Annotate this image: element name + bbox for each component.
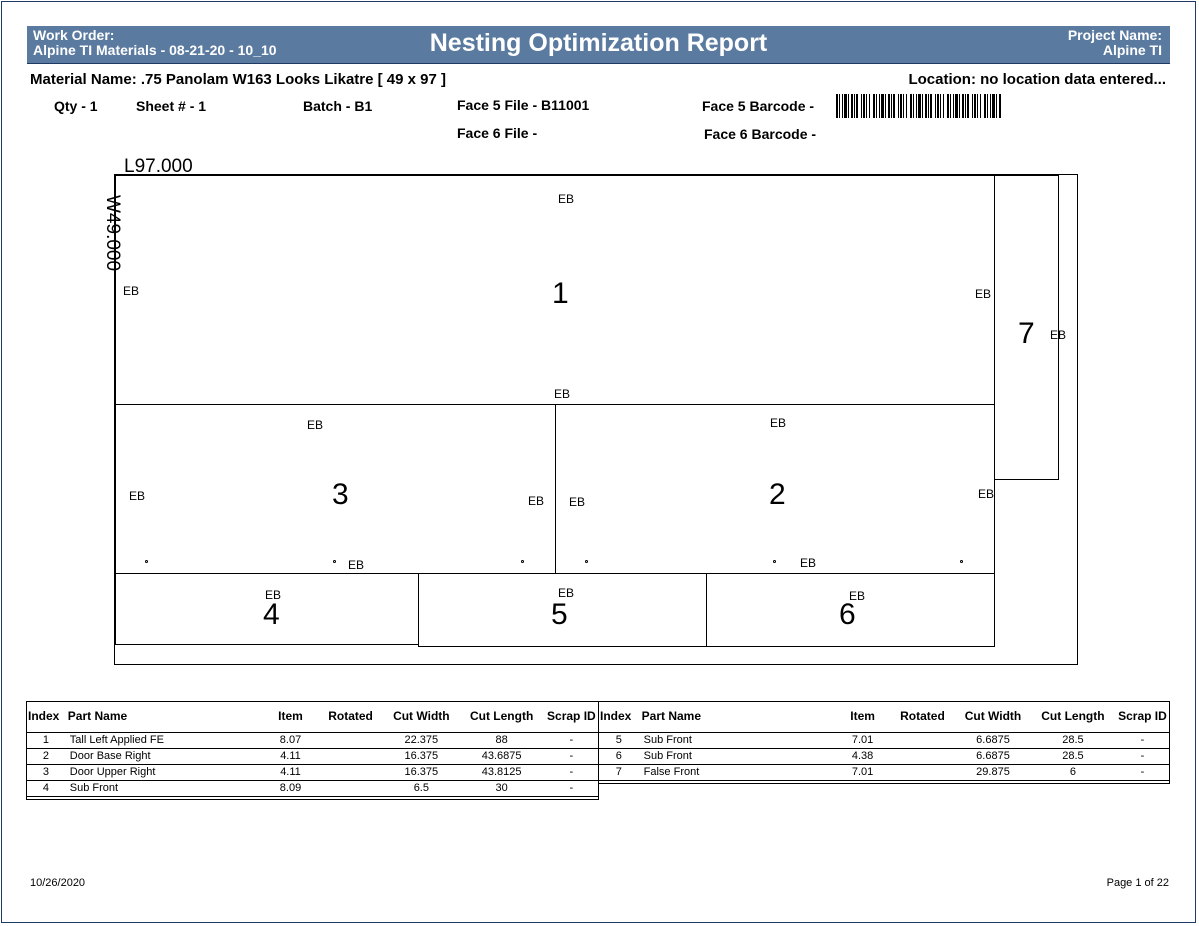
edgeband-label: EB (978, 487, 995, 501)
face5-barcode-label: Face 5 Barcode - (702, 98, 815, 114)
table-row (26, 748, 599, 764)
batch: Batch - B1 (303, 98, 373, 114)
barcode-bar (996, 94, 997, 118)
edgeband-label: EB (348, 558, 365, 572)
cell-cut-length: 43.8125 (481, 766, 522, 778)
cell-cut-length: 43.6875 (481, 750, 522, 762)
cell-scrap-id: - (569, 766, 574, 778)
cell-index: 1 (42, 734, 49, 746)
cell-part-name: Door Upper Right (69, 766, 156, 778)
barcode-bar (885, 94, 886, 118)
edgeband-label: EB (558, 586, 575, 600)
edgeband-label: EB (307, 418, 324, 432)
edgeband-label: EB (528, 494, 545, 508)
edgeband-label: EB (1050, 328, 1067, 342)
work-order-label: Work Order: (33, 27, 115, 43)
drill-mark (521, 560, 524, 563)
cell-cut-length: 28.5 (1062, 750, 1084, 762)
drill-mark (960, 560, 963, 563)
project-value: Alpine TI (1102, 42, 1162, 58)
table-row (26, 780, 599, 796)
part-7-number: 7 (1018, 317, 1035, 350)
barcode-bar (947, 94, 949, 118)
barcode-bar (980, 94, 981, 118)
barcode-bar (836, 94, 838, 118)
cell-scrap-id: - (1140, 734, 1145, 746)
parts-table-right (598, 701, 1170, 781)
drill-mark (333, 560, 336, 563)
col-cut-width: Cut Width (964, 709, 1022, 724)
barcode-bar (888, 94, 890, 118)
cell-cut-length: 28.5 (1062, 734, 1084, 746)
barcode-bar (987, 94, 988, 118)
barcode-bar (851, 94, 853, 118)
barcode-bar (922, 94, 923, 118)
table-row (598, 748, 1170, 764)
page-number: Page 1 of 22 (1106, 877, 1169, 889)
drill-mark (773, 560, 776, 563)
report-date: 10/26/2020 (30, 877, 86, 889)
barcode-bar (999, 94, 1001, 118)
edgeband-label: EB (770, 416, 787, 430)
barcode-image (836, 94, 1004, 118)
edgeband-label: EB (129, 489, 146, 503)
barcode-bar (955, 94, 958, 118)
barcode-bar (937, 94, 939, 118)
cell-rotated (890, 748, 955, 764)
col-scrap-id: Scrap ID (547, 709, 596, 724)
barcode-bar (903, 94, 904, 118)
cell-cut-length: 6 (1069, 766, 1076, 778)
barcode-bar (913, 94, 914, 118)
barcode-bar (930, 94, 932, 118)
cell-item: 4.38 (851, 750, 874, 762)
edgeband-label: EB (265, 588, 282, 602)
cell-part-name: False Front (643, 766, 700, 778)
part-2-number: 2 (769, 478, 786, 511)
cell-cut-width: 6.5 (413, 782, 429, 794)
edgeband-label: EB (554, 387, 571, 401)
col-rotated: Rotated (328, 709, 373, 724)
cell-rotated (318, 732, 383, 748)
location: Location: no location data entered... (908, 71, 1166, 88)
barcode-bar (844, 94, 847, 118)
barcode-bar (950, 94, 951, 118)
table-row (26, 764, 599, 780)
part-6-number: 6 (839, 598, 856, 631)
col-part-name: Part Name (641, 709, 702, 724)
edgeband-label: EB (569, 495, 586, 509)
col-part-name: Part Name (67, 709, 128, 724)
cell-rotated (318, 748, 383, 764)
table-header-row (26, 701, 599, 732)
cell-rotated (890, 764, 955, 780)
cell-part-name: Sub Front (643, 734, 692, 746)
cell-cut-width: 6.6875 (976, 734, 1010, 746)
part-5-number: 5 (551, 598, 568, 631)
barcode-bar (943, 94, 944, 118)
barcode-bar (893, 94, 895, 118)
cell-scrap-id: - (569, 750, 574, 762)
cell-cut-width: 29.875 (976, 766, 1010, 778)
table-row (598, 732, 1170, 748)
cell-part-name: Sub Front (69, 782, 119, 794)
edgeband-label: EB (123, 284, 140, 298)
face6-barcode-label: Face 6 Barcode - (704, 126, 817, 142)
barcode-bar (861, 94, 862, 118)
barcode-bar (977, 94, 978, 118)
barcode-bar (992, 94, 995, 118)
barcode-bar (928, 94, 929, 118)
barcode-bar (910, 94, 912, 118)
report-header (27, 26, 1170, 63)
cell-index: 7 (615, 766, 622, 778)
col-rotated: Rotated (900, 709, 945, 724)
parts-table-left (26, 701, 599, 797)
table-row (598, 764, 1170, 780)
cell-item: 4.11 (280, 750, 301, 762)
edgeband-label: EB (800, 556, 817, 570)
length-dimension: L97.000 (124, 156, 193, 177)
barcode-bar (873, 94, 875, 118)
cell-rotated (890, 732, 955, 748)
table-row (26, 732, 599, 748)
qty: Qty - 1 (54, 98, 98, 114)
cell-index: 5 (615, 734, 622, 746)
barcode-bar (974, 94, 976, 118)
cell-item: 8.07 (279, 734, 302, 746)
barcode-bar (925, 94, 927, 118)
cell-item: 8.09 (279, 782, 302, 794)
barcode-bar (869, 94, 870, 118)
col-index: Index (28, 709, 60, 724)
work-order-value: Alpine TI Materials - 08-21-20 - 10_10 (33, 42, 277, 58)
col-item: Item (850, 709, 875, 724)
barcode-bar (962, 94, 964, 118)
cell-rotated (318, 764, 383, 780)
sheet-number: Sheet # - 1 (136, 98, 207, 114)
face5-file: Face 5 File - B11001 (457, 97, 590, 113)
cell-scrap-id: - (1140, 766, 1145, 778)
barcode-bar (990, 94, 991, 118)
col-cut-length: Cut Length (469, 709, 534, 724)
cell-part-name: Door Base Right (69, 750, 151, 762)
width-dimension: W49.000 (102, 195, 123, 272)
barcode-bar (876, 94, 877, 118)
barcode-bar (972, 94, 973, 118)
col-cut-length: Cut Length (1041, 709, 1105, 724)
cell-item: 7.01 (851, 766, 874, 778)
cell-scrap-id: - (569, 782, 574, 794)
edgeband-label: EB (849, 589, 866, 603)
table-header-row (598, 701, 1170, 732)
barcode-bar (940, 94, 941, 118)
cell-index: 2 (42, 750, 49, 762)
barcode-bar (863, 94, 865, 118)
drill-mark (585, 560, 588, 563)
face6-file: Face 6 File - (457, 125, 538, 141)
cell-cut-width: 22.375 (404, 734, 439, 746)
col-cut-width: Cut Width (393, 709, 450, 724)
barcode-bar (918, 94, 921, 118)
col-scrap-id: Scrap ID (1118, 709, 1167, 724)
cell-part-name: Sub Front (643, 750, 692, 762)
project-label: Project Name: (1067, 27, 1162, 43)
barcode-bar (881, 94, 884, 118)
barcode-bar (967, 94, 969, 118)
barcode-bar (898, 94, 899, 118)
barcode-bar (935, 94, 936, 118)
cell-cut-width: 6.6875 (976, 750, 1010, 762)
cell-cut-width: 16.375 (404, 766, 439, 778)
barcode-bar (842, 94, 843, 118)
part-1-number: 1 (552, 277, 569, 310)
header-divider (27, 63, 1170, 64)
barcode-bar (854, 94, 855, 118)
cell-item: 7.01 (851, 734, 874, 746)
barcode-bar (959, 94, 960, 118)
cell-scrap-id: - (1140, 750, 1145, 762)
part-3-number: 3 (332, 478, 349, 511)
project-name (1068, 28, 1162, 58)
material-name: Material Name: .75 Panolam W163 Looks Likatre [ 49 x 97 ] (30, 71, 447, 88)
cell-part-name: Tall Left Applied FE (69, 734, 164, 746)
cell-cut-width: 16.375 (404, 750, 439, 762)
barcode-bar (984, 94, 986, 118)
cell-rotated (318, 780, 383, 796)
barcode-bar (879, 94, 880, 118)
barcode-bar (848, 94, 849, 118)
barcode-bar (856, 94, 858, 118)
barcode-bar (953, 94, 954, 118)
edgeband-label: EB (558, 192, 575, 206)
cell-cut-length: 30 (495, 782, 508, 794)
col-index: Index (600, 709, 632, 724)
col-item: Item (278, 709, 303, 724)
barcode-bar (965, 94, 966, 118)
report-title: Nesting Optimization Report (429, 29, 768, 57)
cell-cut-length: 88 (495, 734, 508, 746)
barcode-bar (866, 94, 867, 118)
barcode-bar (916, 94, 917, 118)
barcode-bar (891, 94, 892, 118)
barcode-bar (906, 94, 907, 118)
cell-index: 6 (615, 750, 622, 762)
sheet-outline (114, 174, 1078, 665)
drill-mark (145, 560, 148, 563)
cell-index: 3 (42, 766, 49, 778)
barcode-bar (900, 94, 902, 118)
edgeband-label: EB (975, 287, 992, 301)
cell-index: 4 (42, 782, 49, 794)
cell-scrap-id: - (569, 734, 574, 746)
barcode-bar (839, 94, 840, 118)
cell-item: 4.11 (280, 766, 301, 778)
part-4-number: 4 (263, 598, 280, 631)
